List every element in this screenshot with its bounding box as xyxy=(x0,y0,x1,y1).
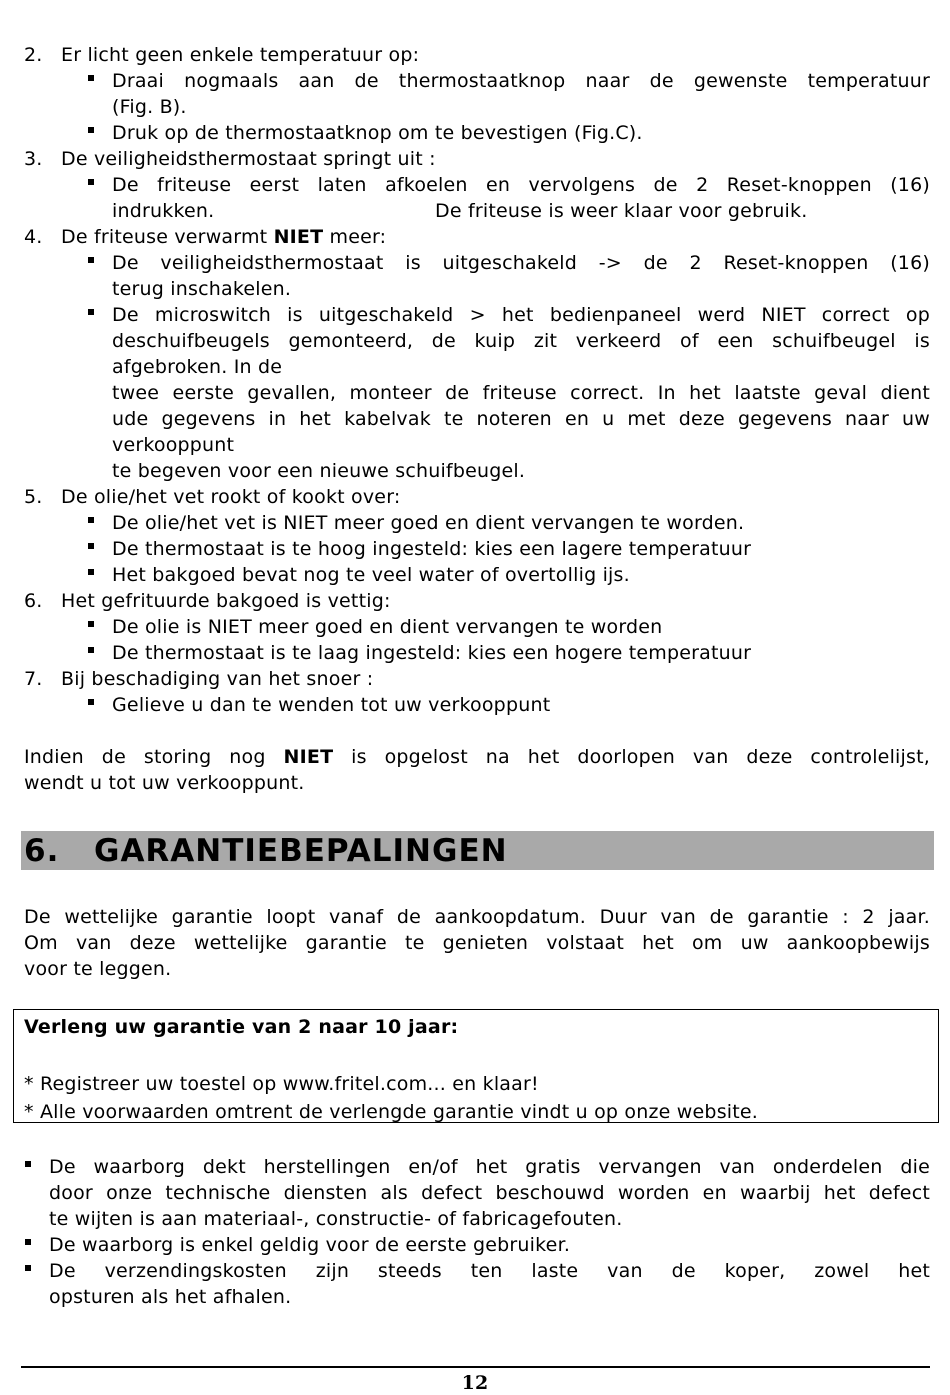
bullet-text: De olie/het vet is NIET meer goed en dient vervangen te worden. xyxy=(112,512,745,534)
extend-warranty-line: * Alle voorwaarden omtrent de verlengde garantie vindt u op onze website. xyxy=(24,1101,759,1123)
bullet-text: Druk op de thermostaatknop om te bevestigen (Fig.C). xyxy=(112,122,643,144)
list-item-title: De friteuse verwarmt NIET meer: xyxy=(61,226,387,248)
extend-warranty-title: Verleng uw garantie van 2 naar 10 jaar: xyxy=(24,1016,459,1038)
closing-paragraph: Indien de storing nog NIET is opgelost na het doorlopen van deze controlelijst, xyxy=(24,746,930,768)
warranty-intro: De wettelijke garantie loopt vanaf de aankoopdatum. Duur van de garantie : 2 jaar. xyxy=(24,906,930,928)
bullet-text: deschuifbeugels gemonteerd, de kuip zit verkeerd of een schuifbeugel is xyxy=(112,330,930,352)
bullet-square xyxy=(88,543,94,549)
list-item-title: Er licht geen enkele temperatuur op: xyxy=(61,44,420,66)
bullet-square xyxy=(88,647,94,653)
bullet-square xyxy=(25,1239,31,1245)
warranty-intro: Om van deze wettelijke garantie te genieten volstaat het om uw aankoopbewijs xyxy=(24,932,930,954)
bullet-square xyxy=(88,75,94,81)
list-number: 5. xyxy=(24,486,43,508)
bullet-text: te begeven voor een nieuwe schuifbeugel. xyxy=(112,460,526,482)
bullet-square xyxy=(88,179,94,185)
bullet-text: (Fig. B). xyxy=(112,96,187,118)
bullet-text: terug inschakelen. xyxy=(112,278,292,300)
bullet-square xyxy=(88,309,94,315)
bullet-text: De thermostaat is te laag ingesteld: kies een hogere temperatuur xyxy=(112,642,752,664)
bullet-text: De friteuse eerst laten afkoelen en vervolgens de 2 Reset-knoppen (16) xyxy=(112,174,930,196)
list-number: 3. xyxy=(24,148,43,170)
bullet-square xyxy=(88,257,94,263)
bullet-square xyxy=(88,517,94,523)
list-number: 6. xyxy=(24,590,43,612)
list-item-title: De olie/het vet rookt of kookt over: xyxy=(61,486,401,508)
bullet-text: twee eerste gevallen, monteer de friteuse correct. In het laatste geval dient xyxy=(112,382,930,404)
list-number: 4. xyxy=(24,226,43,248)
closing-paragraph: wendt u tot uw verkooppunt. xyxy=(24,772,305,794)
bullet-text: De friteuse is weer klaar voor gebruik. xyxy=(435,200,808,222)
section-title: GARANTIEBEPALINGEN xyxy=(94,833,508,869)
list-item-title: Bij beschadiging van het snoer : xyxy=(61,668,374,690)
bullet-text: ude gegevens in het kabelvak te noteren en u met deze gegevens naar uw xyxy=(112,408,930,430)
bullet-square xyxy=(88,569,94,575)
bullet-text: verkooppunt xyxy=(112,434,235,456)
warranty-intro: voor te leggen. xyxy=(24,958,172,980)
extend-warranty-line: * Registreer uw toestel op www.fritel.com... en klaar! xyxy=(24,1073,539,1095)
bullet-square xyxy=(88,699,94,705)
terms-text: De verzendingskosten zijn steeds ten laste van de koper, zowel het xyxy=(49,1260,930,1282)
section-number: 6. xyxy=(24,833,60,869)
terms-text: door onze technische diensten als defect beschouwd worden en waarbij het defect xyxy=(49,1182,930,1204)
bullet-square xyxy=(25,1265,31,1271)
bullet-text: De olie is NIET meer goed en dient vervangen te worden xyxy=(112,616,663,638)
list-item-title: Het gefrituurde bakgoed is vettig: xyxy=(61,590,391,612)
bullet-text: afgebroken. In de xyxy=(112,356,283,378)
terms-text: De waarborg is enkel geldig voor de eerste gebruiker. xyxy=(49,1234,571,1256)
bullet-text: Gelieve u dan te wenden tot uw verkooppunt xyxy=(112,694,551,716)
bullet-text: De microswitch is uitgeschakeld > het bedienpaneel werd NIET correct op xyxy=(112,304,930,326)
bullet-square xyxy=(88,621,94,627)
bullet-text: De veiligheidsthermostaat is uitgeschakeld -> de 2 Reset-knoppen (16) xyxy=(112,252,930,274)
bullet-square xyxy=(88,127,94,133)
terms-text: te wijten is aan materiaal-, constructie- of fabricagefouten. xyxy=(49,1208,623,1230)
page-number: 12 xyxy=(461,1372,489,1394)
terms-text: opsturen als het afhalen. xyxy=(49,1286,292,1308)
list-number: 7. xyxy=(24,668,43,690)
list-number: 2. xyxy=(24,44,43,66)
bullet-text: De thermostaat is te hoog ingesteld: kies een lagere temperatuur xyxy=(112,538,752,560)
list-item-title: De veiligheidsthermostaat springt uit : xyxy=(61,148,436,170)
footer-divider xyxy=(21,1366,930,1368)
bullet-text: indrukken. xyxy=(112,200,215,222)
terms-text: De waarborg dekt herstellingen en/of het gratis vervangen van onderdelen die xyxy=(49,1156,930,1178)
bullet-square xyxy=(25,1161,31,1167)
bullet-text: Draai nogmaals aan de thermostaatknop naar de gewenste temperatuur xyxy=(112,70,930,92)
bullet-text: Het bakgoed bevat nog te veel water of overtollig ijs. xyxy=(112,564,630,586)
